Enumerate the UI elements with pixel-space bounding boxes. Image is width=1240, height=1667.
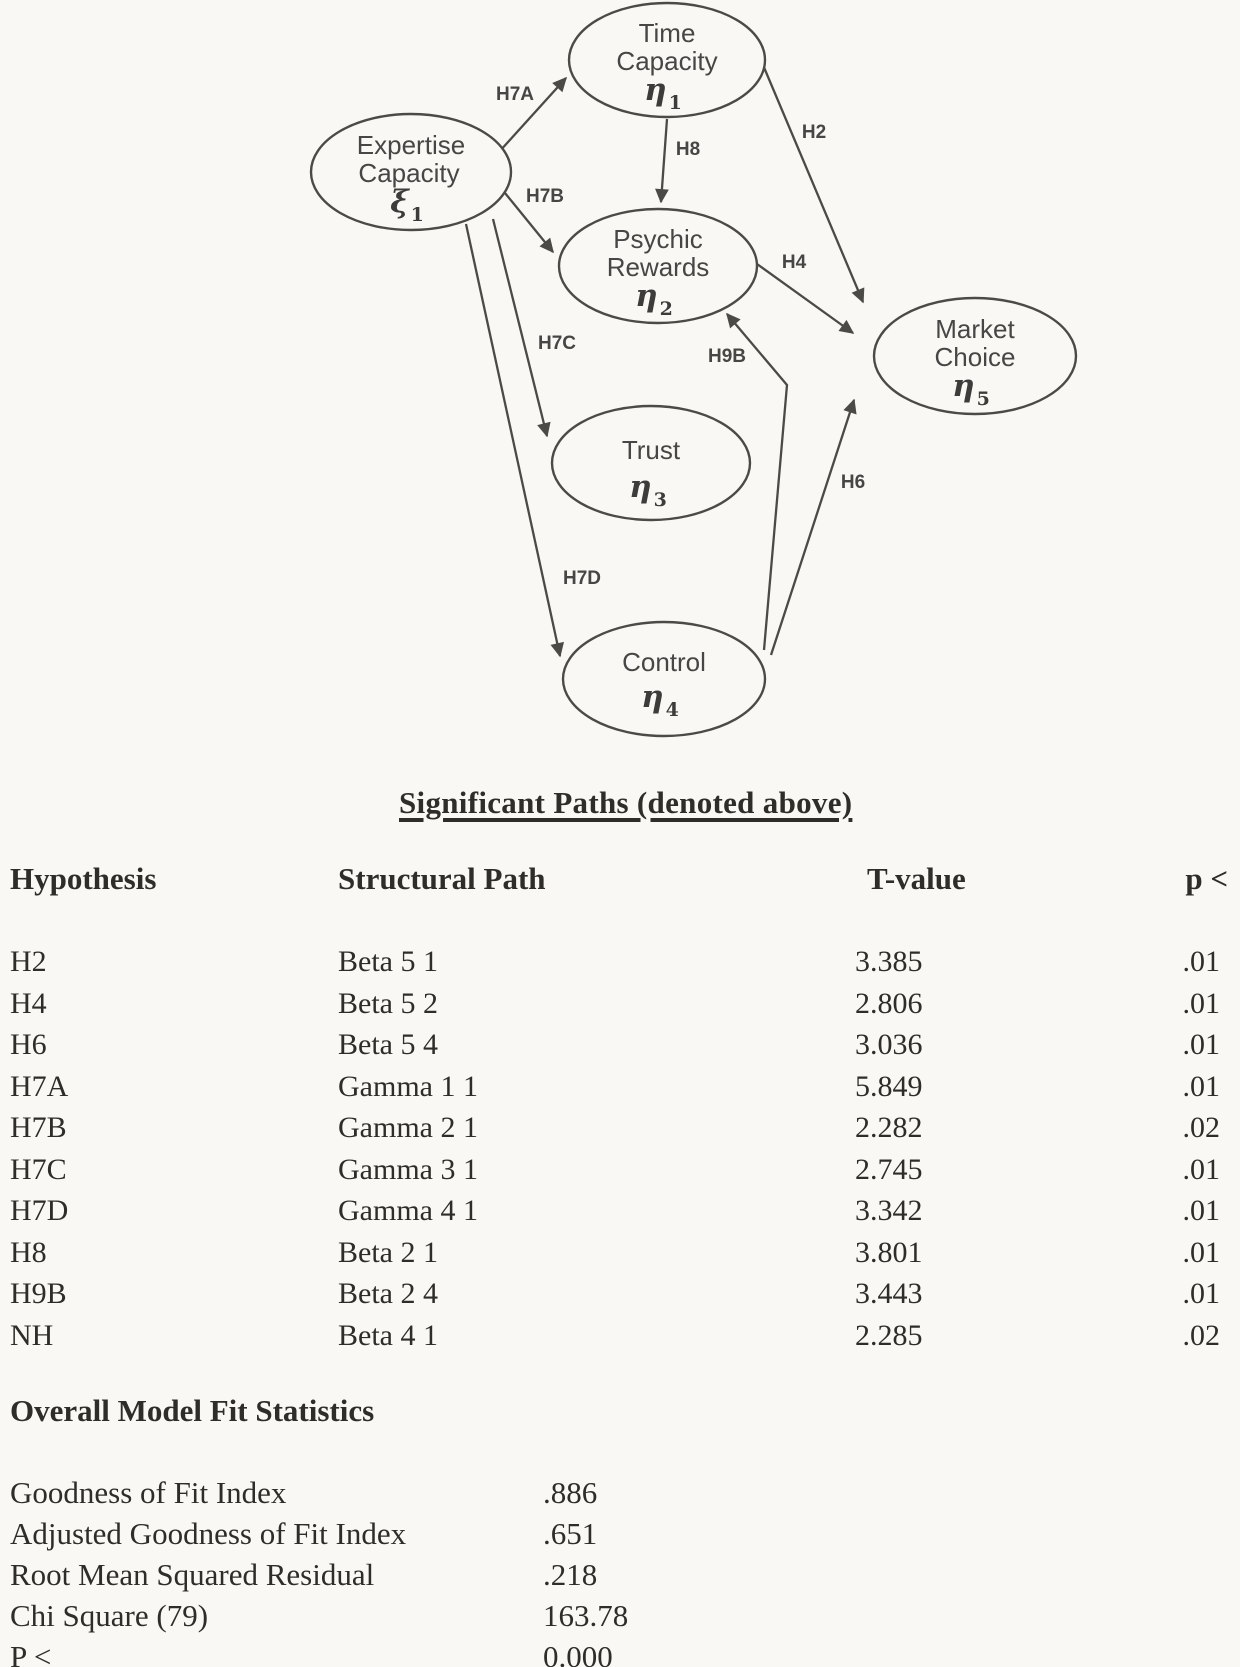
node-psychic-rewards	[559, 209, 757, 323]
fit-stat-value: 163.78	[543, 1598, 629, 1633]
table-row	[0, 1190, 1240, 1232]
cell-p: .01	[1182, 1194, 1220, 1227]
cell-t-value: 3.036	[855, 1028, 923, 1061]
cell-hypothesis: H2	[10, 945, 47, 978]
path-h4-arrow	[757, 264, 853, 333]
cell-p: .01	[1182, 1069, 1220, 1103]
cell-p: .01	[1182, 1152, 1220, 1186]
cell-t-value: 2.285	[855, 1318, 923, 1352]
node-market-choice-line1: Market	[935, 314, 1015, 344]
node-expertise-capacity-line2: Capacity	[358, 158, 460, 188]
cell-p: .01	[1182, 986, 1220, 1020]
cell-structural-path: Beta 5 1	[338, 945, 438, 978]
cell-t-value: 3.443	[855, 1277, 923, 1310]
path-h7c-arrow	[493, 219, 547, 436]
table-row	[0, 1315, 1240, 1357]
cell-p: .01	[1182, 945, 1220, 978]
fit-stat-row	[0, 1554, 760, 1595]
node-time-capacity-line1: Time	[638, 18, 696, 48]
path-label-h8: H8	[675, 139, 701, 160]
cell-hypothesis: NH	[10, 1318, 54, 1352]
cell-t-value: 3.801	[855, 1235, 923, 1269]
table-row	[0, 941, 1240, 983]
fit-stat-value: 0.000	[543, 1639, 613, 1667]
node-expertise-capacity	[311, 114, 511, 230]
cell-structural-path: Beta 2 4	[338, 1277, 438, 1310]
fit-stat-row	[0, 1636, 760, 1667]
cell-structural-path: Beta 4 1	[338, 1318, 438, 1352]
fit-stat-value: .886	[543, 1475, 598, 1510]
path-h7d-arrow	[466, 224, 560, 656]
node-expertise-capacity-symbol: ξ $_1$	[390, 184, 424, 226]
cell-structural-path: Beta 5 2	[338, 986, 438, 1020]
significant-paths-table-header	[0, 861, 1240, 897]
path-label-h7a: H7A	[495, 84, 535, 105]
cell-p: .02	[1182, 1318, 1220, 1352]
column-header-p: p <	[1185, 861, 1228, 896]
table-row	[0, 1107, 1240, 1149]
table-row	[0, 1232, 1240, 1274]
node-psychic-rewards-line1: Psychic	[613, 224, 703, 254]
fit-statistics-table	[0, 1472, 760, 1667]
cell-t-value: 3.342	[855, 1194, 923, 1227]
fit-stat-value: .218	[543, 1557, 598, 1592]
fit-stat-label: Chi Square (79)	[10, 1598, 209, 1633]
cell-hypothesis: H6	[10, 1028, 47, 1061]
node-time-capacity	[569, 3, 765, 117]
node-trust	[552, 406, 750, 520]
cell-p: .01	[1182, 1277, 1220, 1310]
cell-hypothesis: H7D	[10, 1194, 69, 1227]
fit-stat-row	[0, 1472, 760, 1513]
node-time-capacity-symbol: η $_1$	[644, 72, 682, 114]
node-psychic-rewards-symbol: η $_2$	[635, 278, 673, 320]
node-market-choice	[874, 298, 1076, 414]
cell-t-value: 5.849	[855, 1069, 923, 1103]
path-label-h7d: H7D	[562, 568, 602, 589]
node-control-line1: Control	[622, 647, 706, 677]
path-label-h7b: H7B	[525, 186, 565, 207]
node-trust-line1: Trust	[621, 435, 681, 465]
node-market-choice-line2: Choice	[934, 342, 1016, 372]
cell-hypothesis: H4	[10, 986, 47, 1020]
table-row	[0, 1066, 1240, 1108]
path-h2-arrow	[763, 65, 863, 302]
path-label-h7c: H7C	[537, 333, 577, 354]
fit-stat-label: Root Mean Squared Residual	[10, 1557, 375, 1592]
column-header-hypothesis: Hypothesis	[10, 861, 157, 896]
path-label-h9b: H9B	[707, 346, 747, 367]
cell-p: .01	[1182, 1235, 1220, 1269]
cell-hypothesis: H8	[10, 1235, 47, 1269]
path-label-h6: H6	[840, 472, 866, 493]
cell-t-value: 2.282	[855, 1111, 923, 1144]
cell-structural-path: Beta 2 1	[338, 1235, 438, 1269]
significant-paths-heading-text: Significant Paths (denoted above)	[399, 785, 853, 820]
cell-structural-path: Gamma 4 1	[338, 1194, 478, 1227]
table-row	[0, 1149, 1240, 1191]
cell-hypothesis: H9B	[10, 1277, 67, 1310]
cell-hypothesis: H7C	[10, 1152, 67, 1186]
fit-statistics-heading: Overall Model Fit Statistics	[10, 1393, 375, 1428]
path-label-h2: H2	[801, 122, 827, 143]
node-psychic-rewards-line2: Rewards	[606, 252, 710, 282]
fit-stat-label: Goodness of Fit Index	[10, 1475, 287, 1510]
table-row	[0, 1273, 1240, 1315]
cell-hypothesis: H7A	[10, 1069, 69, 1103]
node-control-ellipse	[563, 622, 765, 736]
node-expertise-capacity-line1: Expertise	[356, 130, 466, 160]
cell-t-value: 3.385	[855, 945, 923, 978]
node-time-capacity-line2: Capacity	[616, 46, 718, 76]
table-row	[0, 1024, 1240, 1066]
fit-stat-label: P <	[10, 1639, 52, 1667]
fit-stat-row	[0, 1595, 760, 1636]
path-h8-arrow	[661, 119, 667, 202]
table-row	[0, 983, 1240, 1025]
cell-p: .02	[1182, 1111, 1220, 1144]
cell-structural-path: Gamma 1 1	[338, 1069, 478, 1103]
node-control-symbol: η $_4$	[641, 679, 679, 721]
structural-model-diagram	[0, 0, 1240, 755]
fit-stat-value: .651	[543, 1516, 598, 1551]
path-label-h4: H4	[781, 252, 807, 273]
cell-structural-path: Beta 5 4	[338, 1028, 438, 1061]
cell-structural-path: Gamma 3 1	[338, 1152, 478, 1186]
cell-structural-path: Gamma 2 1	[338, 1111, 478, 1144]
cell-hypothesis: H7B	[10, 1111, 67, 1144]
significant-paths-heading	[399, 786, 852, 820]
cell-p: .01	[1182, 1028, 1220, 1061]
cell-t-value: 2.806	[855, 986, 923, 1020]
node-trust-symbol: η $_3$	[629, 469, 667, 511]
fit-stat-label: Adjusted Goodness of Fit Index	[10, 1516, 407, 1551]
fit-stat-row	[0, 1513, 760, 1554]
column-header-t-value: T-value	[867, 861, 966, 896]
node-control	[563, 622, 765, 736]
significant-paths-table	[0, 941, 1240, 1356]
node-market-choice-symbol: η $_5$	[952, 368, 990, 410]
cell-t-value: 2.745	[855, 1152, 923, 1186]
column-header-structural-path: Structural Path	[338, 861, 546, 896]
